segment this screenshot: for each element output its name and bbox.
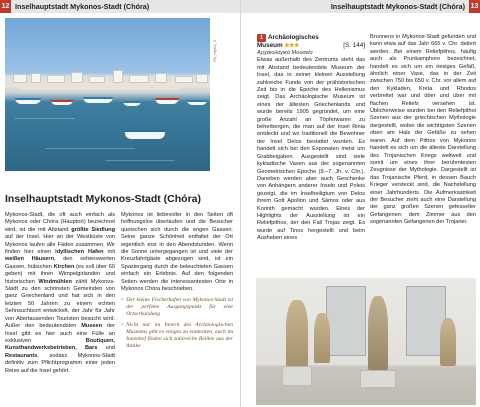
text: Brunnens in Mykonos-Stadt gefunden und kann etwa auf das Jahr 665 v. Chr. datiert werden. Bei einem Reliefpithos, häufig auch als Prunkamphore bezeichnet, handelt es sich um ein riesiges Gefäß, ähnlich einer Vase, das in der Zeit zwischen 750 bis 650 v. Chr. vor allem auf den Kykladen, Kreta und Rhodos verbreitet war und über und über mit flachen Reliefs versehen ist. Üblicherweise wurden bei den Reliefpithoi Szenen aus der griechischen Mythologie dargestellt, wobei die wichtigsten Szenen oben am Hals der Gefäße zu sehen waren. Auf dem Pithos von Mykonos handelt es sich um die älteste Darstellung des Trojanischen Kriegs weltweit und somit um eines ihrer berühmtesten Zeugnisse der Mythologie. Dargestellt ist das Trojanische Pferd, in dessen Bauch Krieger versteckt sind, die Nachstellung einer Jahrhunderts. Die Aufmerksamkeit der Besucher zieht auch eine Darstellung der ganz großen Szenen gefesselter Gefangenen: dem Zimmer aus den sogenannten Gefangenen der Trojaner. (370, 34, 476, 226)
page-header (0, 0, 240, 13)
page-number: 13 (469, 0, 480, 13)
caption-text: Der kleine Fischerhafen von Mykonos-Stadt ist der perfekte Ausgangspunkt für eine Ortserkundung (126, 297, 233, 318)
quay (20, 84, 180, 90)
water-ripple (105, 160, 175, 161)
photo-caption (121, 322, 233, 350)
map-marker-badge: 1 (257, 34, 266, 42)
house (89, 76, 105, 83)
section-heading: Inselhauptstadt Mykonos-Stadt (Chóra) (5, 193, 202, 205)
page-header (241, 0, 480, 13)
text-bold: idyllischen Hafen (55, 249, 104, 256)
photo-credit: Rs_MyKo_3 (212, 40, 217, 62)
statue (440, 318, 456, 366)
text: zählt Mykonos-Stadt zu den schönsten Gemeinden von ganz Griechenland und hat sich in den letzten 50 Jahren zu einem echten Sehnsuchtsort entwickelt, der Jahr für Jahr von Abertausenden Touristen besucht wird. Außer den bedeutendsten (5, 278, 115, 330)
body-column-4 (370, 34, 476, 227)
text: und (97, 345, 115, 352)
text-bold: Kirchen (53, 263, 75, 270)
boat (123, 101, 141, 106)
harbour-photo (5, 18, 210, 171)
rating-stars: ★★★ (284, 43, 299, 49)
boat (15, 98, 41, 104)
text-bold: weißen Häusern (5, 256, 54, 263)
water-ripple (45, 148, 135, 149)
text: Mykonos ist liebevoller in den Seiten oft hoffnungslos überlaufen und die Besucher quetschen sich durch die engen Gassen. Seine ganze Schönheit entfaltet der Ort eigentlich erst in den Abendstunden. Wenn die Sonne untergegangen ist und viele der Kreuzfahrtgäste abgezogen sind, ist ein Spaziergang durch die beleuchteten Gassen einfach ein Erlebnis. Auf den folgenden Seiten werden die interessantesten Orte in Mykonos Chóra beschrieben. (121, 212, 233, 293)
boat (83, 97, 113, 103)
photo-caption (121, 297, 233, 318)
house (129, 75, 149, 83)
museum-title: Museum (257, 42, 283, 49)
house (31, 73, 41, 83)
statue (314, 313, 330, 363)
text: Mykonos-Stadt, die oft auch einfach als Mykonos oder Chóra (Hauptort) bezeichnet wird, ist die mit Abstand (5, 212, 115, 233)
statue (368, 296, 388, 372)
text: , sodass Mykonos-Stadt definitiv zum Pflichtprogramm einer jeden Reise auf die Insel gehört. (5, 352, 115, 374)
boat (51, 100, 73, 105)
house (71, 72, 83, 83)
text-bold: Museen (81, 323, 103, 330)
water-ripple (15, 118, 75, 119)
text: (es soll über 60 geben) mit ihren Wimpelgirlanden und historischen (5, 263, 115, 285)
text: auf der Insel. Hier an der Westküste von Mykonos laufen alle Fäden zusammen. Wir finden hier einen (5, 234, 115, 256)
pedestal (282, 366, 312, 386)
statue (286, 300, 308, 368)
caption-text: Nicht nur im Innern des Archäologischen Museums gibt es einiges zu entdecken, auch im Innenhof finden sich zahlreiche Relikte aus der Antike (126, 322, 233, 350)
text: , den sehenswerten Gassen, hübschen (5, 256, 115, 270)
photo-credit (248, 280, 253, 281)
house (175, 76, 193, 83)
page-number: 12 (0, 0, 11, 13)
text-bold: Restaurants (5, 352, 38, 359)
text: der Insel gibt es hier auch eine Fülle an exklusiven (5, 323, 116, 344)
house (113, 70, 123, 83)
camera-icon: ▫ (121, 322, 124, 329)
page-reference: [S. 144] (343, 42, 365, 49)
museum-heading (257, 34, 365, 50)
camera-icon: ▫ (121, 297, 124, 304)
pedestal (360, 370, 396, 388)
house (155, 73, 167, 83)
text-bold: Windmühlen (38, 278, 72, 285)
text: Etwas außerhalb des Zentrums steht das mit Abstand bedeutendste Museum der Insel, das in seiner kleinen Ausstellung zahlreiche Funde von der prähistorischen Zeit bis in die Epoche des Hellenismus zeigt. Das Archäologische Museum ist eines der ältesten Griechenlands und wurde bereits 1905 gegründet, um eine große Anzahl an Töpferwaren zu beherbergen, die man auf der Insel Rinia entdeckt und wo traditionell die Bewohner der Insel Delos bestattet wurden. Es handelt sich bei den Exponaten meist um Grabbeigaben. Ausgestellt sind viele kykladische Vasen aus der sogenannten Geometrischen Epoche (9.–7. Jh. v. Chr.). Daneben werden aber auch Geschenke von Anhängern anderer Inseln und Poleis gezeigt, die im Inselheiligtum von Delos ihrem Gott Apollon und Sámos oder aus Korinth gemacht wurden. Eines der Highlights der Ausstellung ist ein Reliefpithos, der den Fall Trojas zeigt. Es wurde auf Tinos hergestellt und beim Ausheben eines (257, 57, 365, 242)
text-bold: Boutiquen, Kunsthandwerksbetrieben, Bars (5, 337, 115, 352)
running-head: Inselhauptstadt Mykonos-Stadt (Chóra) (330, 2, 465, 11)
house (47, 75, 65, 83)
running-head: Inselhauptstadt Mykonos-Stadt (Chóra) (15, 2, 150, 11)
boat (187, 100, 207, 105)
body-column-3 (257, 34, 365, 243)
fishing-boat (125, 130, 165, 139)
text: mit (103, 249, 115, 256)
body-column-1 (5, 212, 115, 375)
text-bold: größte Siedlung (71, 226, 115, 233)
house (13, 74, 27, 83)
museum-photo (256, 278, 476, 405)
body-column-2 (121, 212, 233, 350)
boat (155, 98, 179, 104)
house (196, 74, 208, 83)
doorway (326, 286, 366, 356)
museum-title: Archäologisches (268, 34, 319, 41)
greek-name: Αρχαιολογικό Μουσείο (257, 50, 313, 56)
